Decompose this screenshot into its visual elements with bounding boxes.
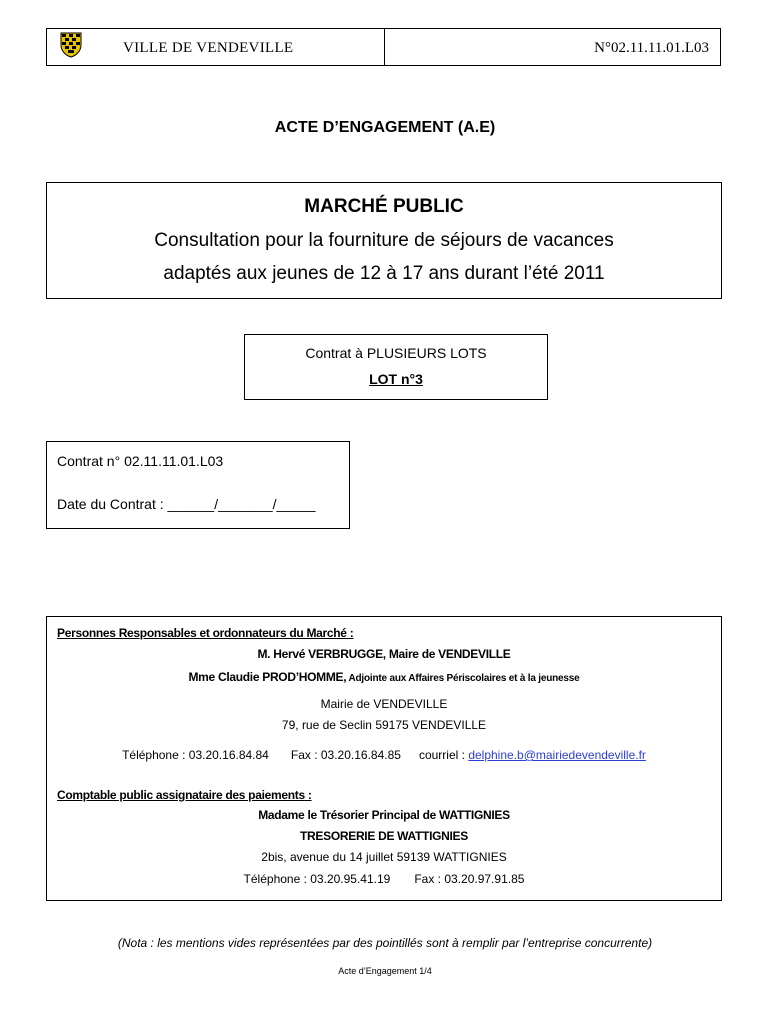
responsibles-heading-suffix: : (346, 626, 354, 640)
town-name: VILLE DE VENDEVILLE (123, 40, 294, 56)
deputy-line (47, 668, 721, 686)
treasury-office: TRESORERIE DE WATTIGNIES (300, 829, 468, 843)
town-hall-phone: Téléphone : 03.20.16.84.84 (122, 748, 269, 762)
coat-of-arms-icon (60, 32, 82, 58)
responsibles-heading-line (57, 626, 353, 640)
document-header (46, 28, 721, 66)
footnote: (Nota : les mentions vides représentées par des pointillés sont à remplir par l’entreprise concurrente) (117, 936, 653, 950)
page-footer: Acte d’Engagement 1/4 (338, 966, 432, 976)
mayor-name: M. Hervé VERBRUGGE, Maire de VENDEVILLE (257, 647, 511, 661)
market-description-line-2: adaptés aux jeunes de 12 à 17 ans durant l’été 2011 (163, 263, 605, 284)
deputy-role: Adjointe aux Affaires Périscolaires et à la jeunesse (346, 673, 580, 684)
town-hall-name: Mairie de VENDEVILLE (320, 697, 448, 711)
email-label: courriel : (418, 748, 469, 762)
treasury-phone: Téléphone : 03.20.95.41.19 (243, 872, 391, 886)
responsibles-heading: Personnes Responsables et ordonnateurs du Marché (57, 626, 347, 640)
treasurer-name: Madame le Trésorier Principal de WATTIGNIES (258, 808, 510, 822)
contract-box (46, 441, 350, 529)
market-description-line-1: Consultation pour la fourniture de séjours de vacances (154, 230, 614, 251)
contract-number: Contrat n° 02.11.11.01.L03 (57, 453, 224, 469)
lot-number: LOT n°3 (369, 371, 423, 387)
lot-number-line (245, 371, 547, 387)
town-hall-fax: Fax : 03.20.16.84.85 (290, 748, 401, 762)
page-title: ACTE D’ENGAGEMENT (A.E) (274, 119, 496, 136)
treasury-contact-line (47, 872, 721, 886)
email-link[interactable]: delphine.b@mairiedevendeville.fr (468, 748, 646, 762)
contract-date: Date du Contrat : ______/_______/_____ (57, 496, 316, 512)
responsibles-box (46, 616, 722, 901)
contact-line (47, 748, 721, 762)
treasury-fax: Fax : 03.20.97.91.85 (414, 872, 525, 886)
accountant-heading-suffix: : (304, 788, 312, 802)
accountant-heading-line (57, 788, 312, 802)
accountant-heading: Comptable public assignataire des paiements (57, 788, 305, 802)
contract-type: Contrat à PLUSIEURS LOTS (305, 345, 487, 361)
deputy-name: Mme Claudie PROD’HOMME, (188, 670, 347, 684)
market-heading: MARCHÉ PUBLIC (304, 196, 464, 217)
header-divider (384, 29, 385, 65)
market-box (46, 182, 722, 299)
document-reference: N°02.11.11.01.L03 (594, 40, 709, 56)
lots-box (244, 334, 548, 400)
town-hall-address: 79, rue de Seclin 59175 VENDEVILLE (281, 718, 487, 732)
treasury-address: 2bis, avenue du 14 juillet 59139 WATTIGNIES (261, 850, 507, 864)
